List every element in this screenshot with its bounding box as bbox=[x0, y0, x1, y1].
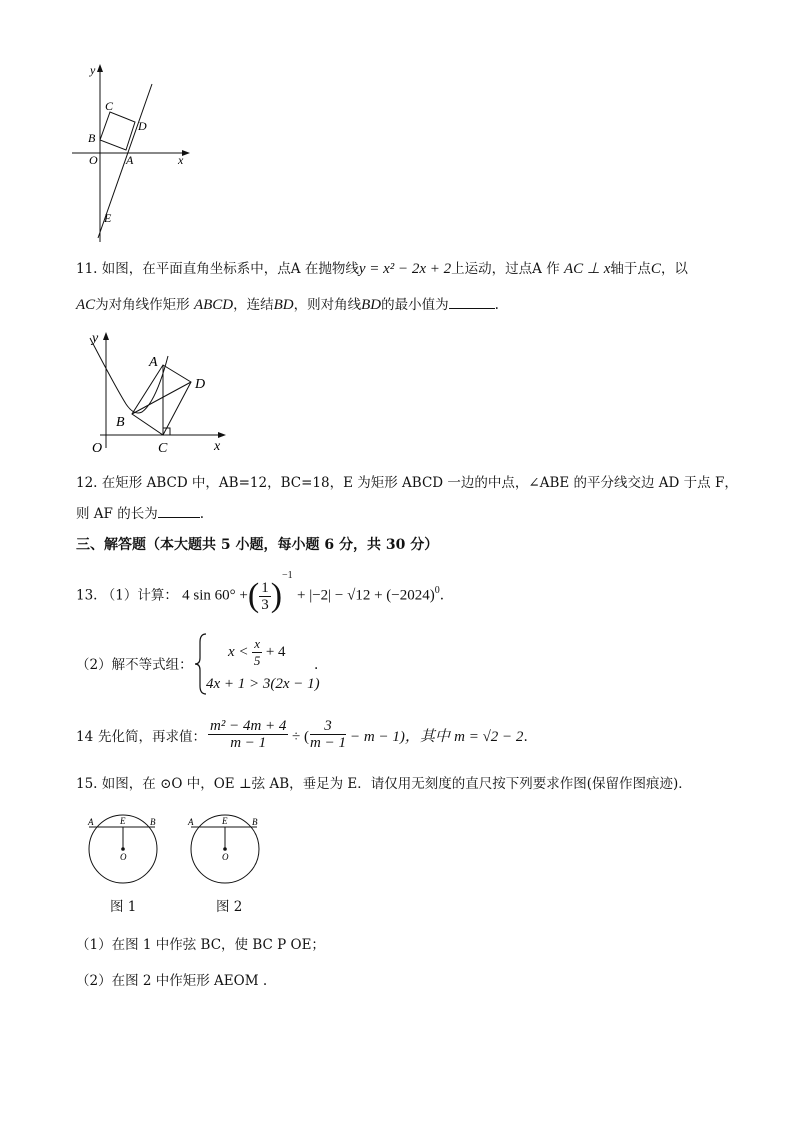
q11-text-g: ，则对角线 bbox=[293, 297, 362, 313]
q15-part2: （2）在图 2 中作矩形 AEOM . bbox=[76, 973, 268, 989]
q11-text-h: 的最小值为 bbox=[381, 297, 449, 313]
q11-text-a: 如图，在平面直角坐标系中，点A 在抛物线 bbox=[101, 261, 359, 277]
q15-number: 15. bbox=[76, 776, 98, 792]
q13-part1-label: （1）计算： bbox=[101, 587, 178, 604]
q11-text-e: 为对角线作矩形 bbox=[95, 297, 190, 313]
q14-fraction-2: $\frac{3}{m - 1}$ bbox=[310, 718, 346, 751]
q14-end: . bbox=[523, 729, 528, 745]
q11-expression: y = x² − 2x + 2 bbox=[358, 261, 452, 277]
q14-number: 14 bbox=[76, 729, 94, 745]
q11-line2 bbox=[76, 296, 499, 314]
q12-answer-blank[interactable] bbox=[158, 505, 200, 518]
label-y: y bbox=[90, 63, 96, 77]
label-c: C bbox=[105, 99, 114, 113]
label-o: O bbox=[92, 441, 103, 456]
q14-text: 先化简，再求值： bbox=[98, 729, 206, 745]
q12-end: . bbox=[199, 506, 204, 522]
q13-number: 13. bbox=[76, 587, 98, 604]
label-d: D bbox=[138, 119, 147, 133]
q13-end2: . bbox=[314, 657, 319, 673]
svg-text:B: B bbox=[252, 817, 258, 827]
svg-text:B: B bbox=[150, 817, 156, 827]
q14-rest bbox=[350, 728, 528, 746]
label-a: A bbox=[126, 153, 134, 167]
q12-text-2: 则 AF 的长为 bbox=[76, 506, 158, 522]
svg-text:E: E bbox=[120, 816, 126, 826]
q13-end1: . bbox=[439, 587, 445, 604]
q13-expr-b: + |−2| − √12 + (−2024) bbox=[296, 587, 435, 604]
q12-text: 在矩形 ABCD 中，AB=12，BC=18，E 为矩形 ABCD 一边的中点，∠ABE 的平分线交边 AD 于点 F， bbox=[101, 475, 738, 491]
q11-ac: AC bbox=[76, 297, 96, 313]
q13-part1: 13. （1）计算： 4 sin 60° +( $\frac{1}{3}$ )$^{-1} + |-2| - √12 + (-2024)^0$. bbox=[76, 570, 445, 614]
q13-inequality-2: 4x + 1 > 3(2x − 1) bbox=[206, 676, 320, 692]
q11-c: C bbox=[650, 261, 661, 277]
q13-inequality-1 bbox=[228, 636, 286, 669]
svg-text:A: A bbox=[88, 817, 94, 827]
label-b: B bbox=[88, 131, 96, 145]
q11-text-d: ，以 bbox=[660, 261, 688, 277]
q11-end: . bbox=[494, 297, 499, 313]
q15-text: 如图，在 ⊙O 中，OE ⊥弦 AB，垂足为 E．请仅用无刻度的直尺按下列要求作图(保留作图痕迹)． bbox=[101, 776, 692, 792]
figure-2-caption: 图 2 bbox=[216, 899, 243, 915]
q11-text-f: ，连结 bbox=[233, 297, 274, 313]
q13-exp0: 0 bbox=[434, 584, 440, 596]
q15-part1: （1）在图 1 中作弦 BC，使 BC P OE； bbox=[76, 937, 325, 953]
figure-1 bbox=[87, 815, 157, 883]
q11-bd2: BD bbox=[361, 297, 382, 313]
figure-q11 bbox=[86, 326, 236, 456]
quadrilateral-bcda bbox=[100, 112, 135, 150]
label-a: A bbox=[149, 355, 158, 370]
q11-bd1: BD bbox=[273, 297, 294, 313]
label-d: D bbox=[195, 377, 206, 392]
q15-line bbox=[76, 775, 692, 793]
q11-text-b: 上运动，过点A 作 bbox=[451, 261, 560, 277]
label-o: O bbox=[89, 153, 98, 167]
label-c: C bbox=[158, 441, 168, 456]
q14-fraction-1: $\frac{\text{m² − 4m + 4}}{m - 1}$ bbox=[210, 718, 287, 751]
q14-div: ÷ ( bbox=[292, 729, 309, 745]
q14-rest-text: − m − 1)，其中 bbox=[350, 729, 450, 745]
q11-abcd: ABCD bbox=[193, 297, 234, 313]
svg-text:O: O bbox=[120, 852, 127, 862]
label-b: B bbox=[116, 415, 125, 430]
figure-1-caption: 图 1 bbox=[110, 899, 137, 915]
q11-text-c: 轴于点 bbox=[610, 261, 651, 277]
section-heading: 三、解答题（本大题共 5 小题，每小题 6 分，共 30 分） bbox=[76, 537, 439, 553]
q11-perp: AC ⊥ x bbox=[564, 261, 611, 277]
q12-line2 bbox=[76, 505, 204, 523]
q13-part2-label: （2）解不等式组： bbox=[76, 657, 193, 673]
label-e: E bbox=[104, 211, 112, 225]
svg-text:E: E bbox=[222, 816, 228, 826]
q13-expr-a: 4 sin 60° + bbox=[182, 587, 248, 604]
figure-2 bbox=[187, 815, 259, 883]
q15-figures bbox=[82, 812, 282, 890]
q14-condition: m = √2 − 2 bbox=[454, 729, 524, 745]
svg-text:O: O bbox=[222, 852, 229, 862]
q13-frac: $\frac{1}{3}$ bbox=[261, 579, 269, 613]
figure-q10 bbox=[68, 60, 198, 245]
q12-number: 12. bbox=[76, 475, 98, 491]
q13-ineq1-b: + 4 bbox=[265, 643, 286, 660]
q11-number: 11. bbox=[76, 261, 98, 277]
rectangle-abcd bbox=[132, 365, 191, 435]
q13-ineq1-frac: $\frac{x}{5}$ bbox=[253, 636, 261, 668]
q13-exp: −1 bbox=[282, 570, 293, 581]
svg-text:A: A bbox=[188, 817, 194, 827]
q11-answer-blank[interactable] bbox=[449, 296, 495, 309]
q13-ineq1-a: x < bbox=[228, 643, 249, 660]
q11-line1 bbox=[76, 260, 688, 278]
label-x: x bbox=[178, 153, 184, 167]
q12-line1 bbox=[76, 474, 738, 492]
label-x: x bbox=[214, 439, 221, 454]
label-y: y bbox=[92, 331, 99, 346]
